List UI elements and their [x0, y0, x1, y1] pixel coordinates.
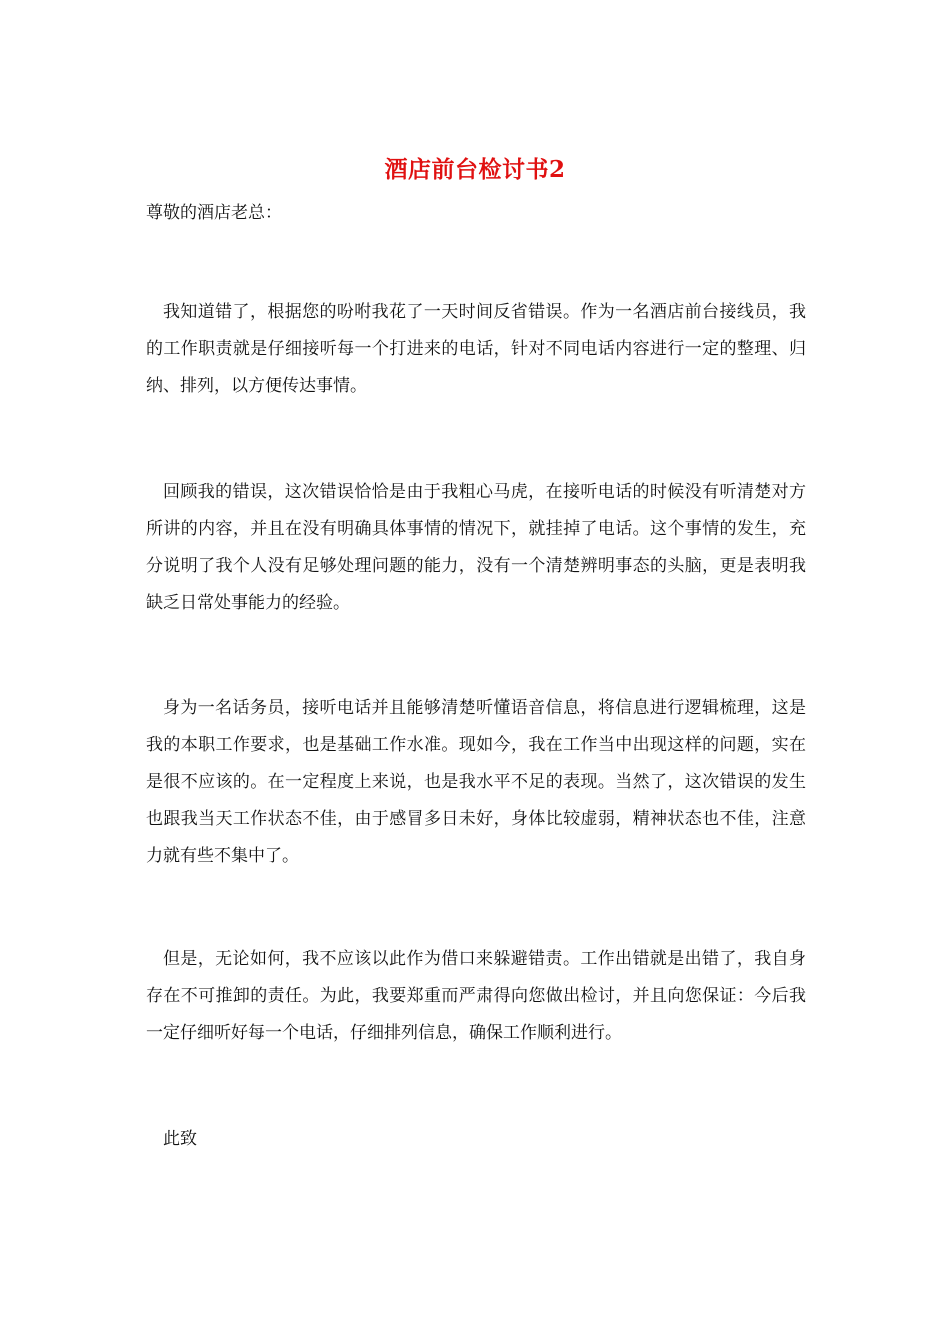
paragraph-3: 身为一名话务员，接听电话并且能够清楚听懂语音信息，将信息进行逻辑梳理，这是我的本职工作要求，也是基础工作水准。现如今，我在工作当中出现这样的问题，实在是很不应该的。在一定程度上来说，也是我水平不足的表现。当然了，这次错误的发生也跟我当天工作状态不佳，由于感冒多日未好，身体比较虚弱，精神状态也不佳，注意力就有些不集中了。: [146, 698, 806, 866]
salutation: 尊敬的酒店老总：: [146, 203, 282, 223]
paragraph-2: 回顾我的错误，这次错误恰恰是由于我粗心马虎，在接听电话的时候没有听清楚对方所讲的内容，并且在没有明确具体事情的情况下，就挂掉了电话。这个事情的发生，充分说明了我个人没有足够处理问题的能力，没有一个清楚辨明事态的头脑，更是表明我缺乏日常处事能力的经验。: [146, 482, 806, 613]
paragraph-1: 我知道错了，根据您的吩咐我花了一天时间反省错误。作为一名酒店前台接线员，我的工作职责就是仔细接听每一个打进来的电话，针对不同电话内容进行一定的整理、归纳、排列，以方便传达事情。: [146, 302, 806, 396]
document-title: 酒店前台检讨书2: [384, 156, 566, 183]
paragraph-4: 但是，无论如何，我不应该以此作为借口来躲避错责。工作出错就是出错了，我自身存在不可推卸的责任。为此，我要郑重而严肃得向您做出检讨，并且向您保证：今后我一定仔细听好每一个电话，仔细排列信息，确保工作顺利进行。: [146, 949, 806, 1043]
closing-text: 此致: [163, 1129, 197, 1149]
